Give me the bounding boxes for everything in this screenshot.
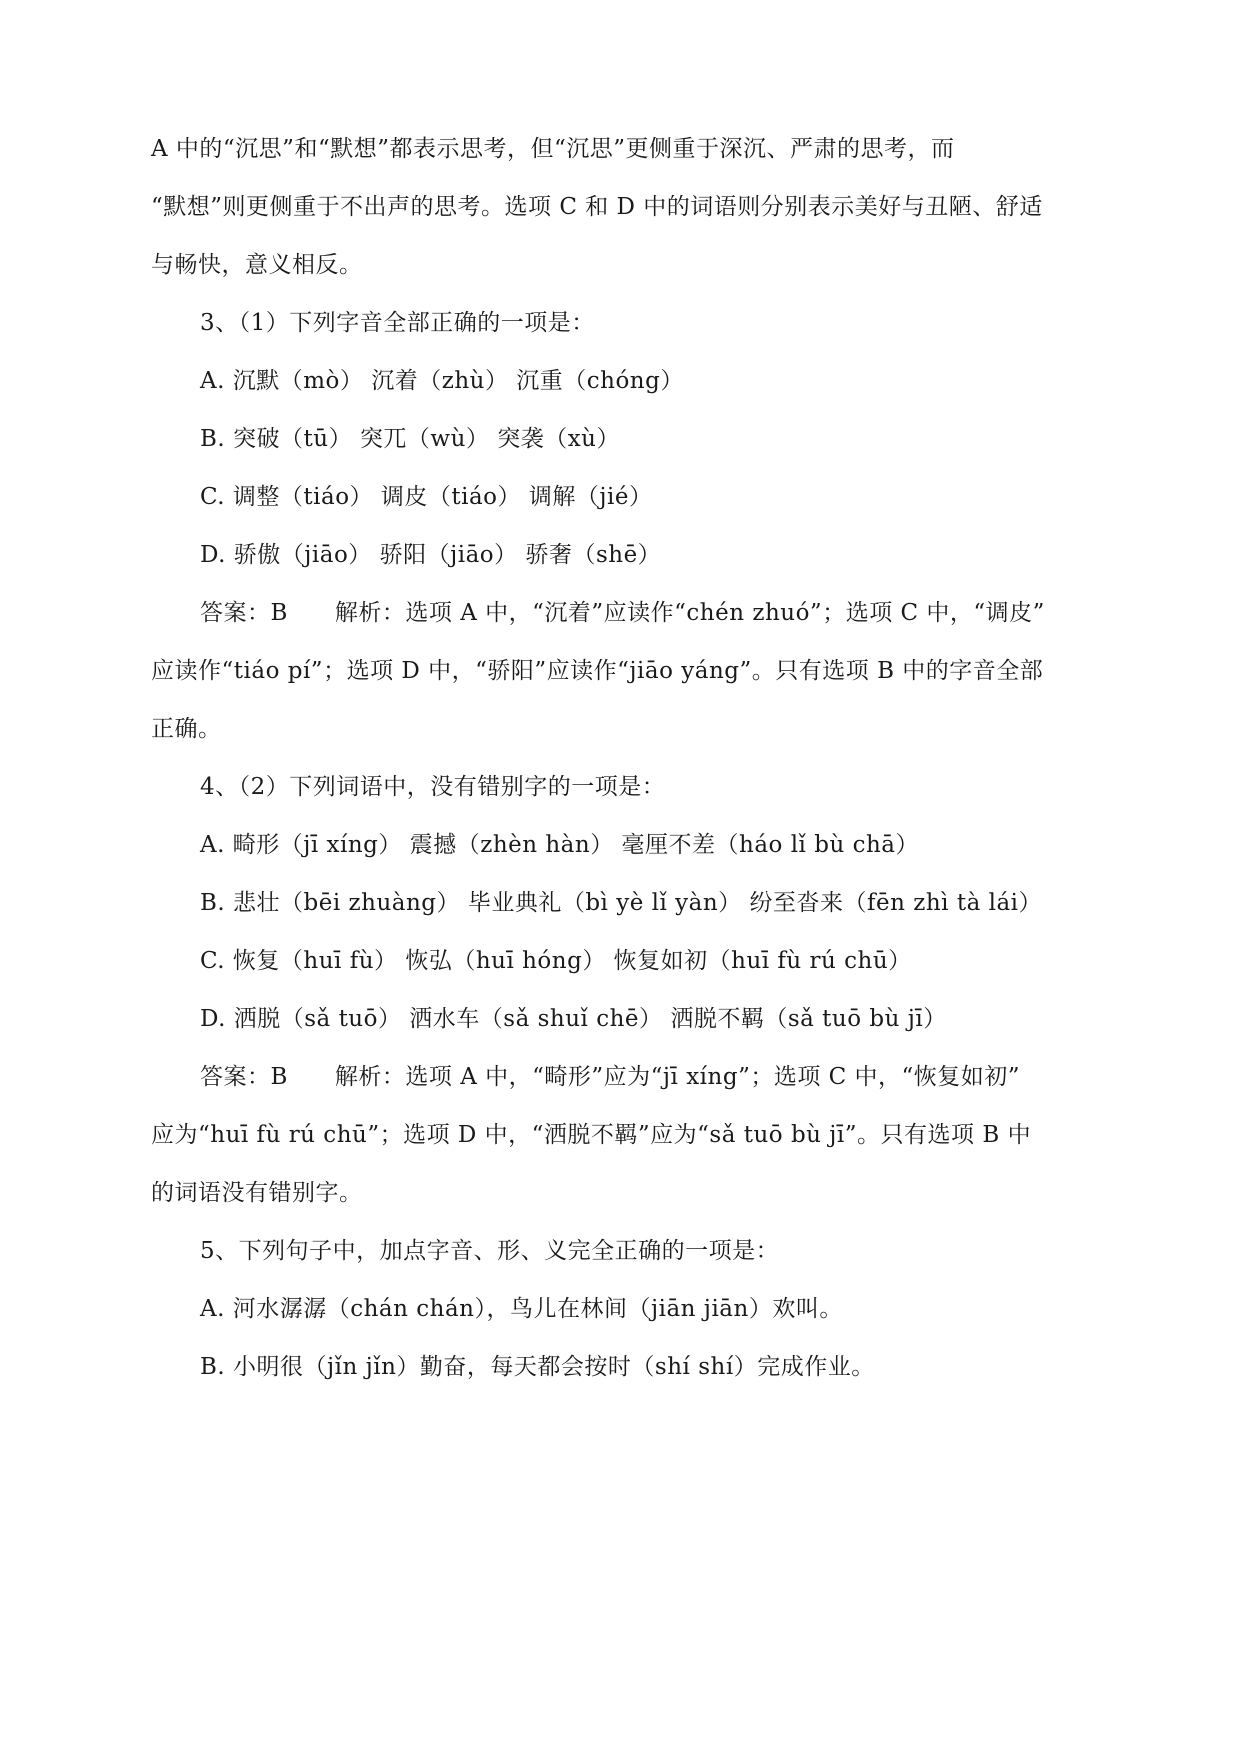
- intro-line: 与畅快，意义相反。: [151, 252, 363, 278]
- question-3-answer: 答案：B 解析：选项 A 中，“沉着”应读作“chén zhuó”；选项 C 中，“调皮”: [200, 600, 1045, 626]
- question-3-answer: 正确。: [151, 716, 222, 742]
- intro-line: “默想”则更侧重于不出声的思考。选项 C 和 D 中的词语则分别表示美好与丑陋、舒适: [151, 194, 1043, 220]
- question-5-stem: 5、下列句子中，加点字音、形、义完全正确的一项是：: [200, 1238, 780, 1264]
- question-3-option-c: C. 调整（tiáo） 调皮（tiáo） 调解（jié）: [200, 484, 653, 510]
- question-3-stem: 3、（1）下列字音全部正确的一项是：: [200, 310, 595, 336]
- question-4-stem: 4、（2）下列词语中，没有错别字的一项是：: [200, 774, 666, 800]
- question-3-answer: 应读作“tiáo pí”；选项 D 中，“骄阳”应读作“jiāo yáng”。只有选项 B 中的字音全部: [151, 658, 1044, 684]
- question-5-option-b: B. 小明很（jǐn jǐn）勤奋，每天都会按时（shí shí）完成作业。: [200, 1354, 875, 1380]
- intro-line: A 中的“沉思”和“默想”都表示思考，但“沉思”更侧重于深沉、严肃的思考，而: [151, 136, 955, 162]
- question-4-option-c: C. 恢复（huī fù） 恢弘（huī hóng） 恢复如初（huī fù rú chū）: [200, 948, 912, 974]
- question-4-answer: 答案：B 解析：选项 A 中，“畸形”应为“jī xíng”；选项 C 中，“恢复如初”: [200, 1064, 1021, 1090]
- question-5-option-a: A. 河水潺潺（chán chán），鸟儿在林间（jiān jiān）欢叫。: [200, 1296, 843, 1322]
- question-4-answer: 应为“huī fù rú chū”；选项 D 中，“洒脱不羁”应为“sǎ tuō bù jī”。只有选项 B 中: [151, 1122, 1032, 1148]
- question-4-option-d: D. 洒脱（sǎ tuō） 洒水车（sǎ shuǐ chē） 洒脱不羁（sǎ tuō bù jī）: [200, 1006, 947, 1032]
- question-3-option-d: D. 骄傲（jiāo） 骄阳（jiāo） 骄奢（shē）: [200, 542, 662, 568]
- question-3-option-b: B. 突破（tū） 突兀（wù） 突袭（xù）: [200, 426, 620, 452]
- question-4-option-b: B. 悲壮（bēi zhuàng） 毕业典礼（bì yè lǐ yàn） 纷至沓来（fēn zhì tà lái）: [200, 890, 1043, 916]
- question-4-answer: 的词语没有错别字。: [151, 1180, 363, 1206]
- question-3-option-a: A. 沉默（mò） 沉着（zhù） 沉重（chóng）: [200, 368, 684, 394]
- question-4-option-a: A. 畸形（jī xíng） 震撼（zhèn hàn） 毫厘不差（háo lǐ bù chā）: [200, 832, 919, 858]
